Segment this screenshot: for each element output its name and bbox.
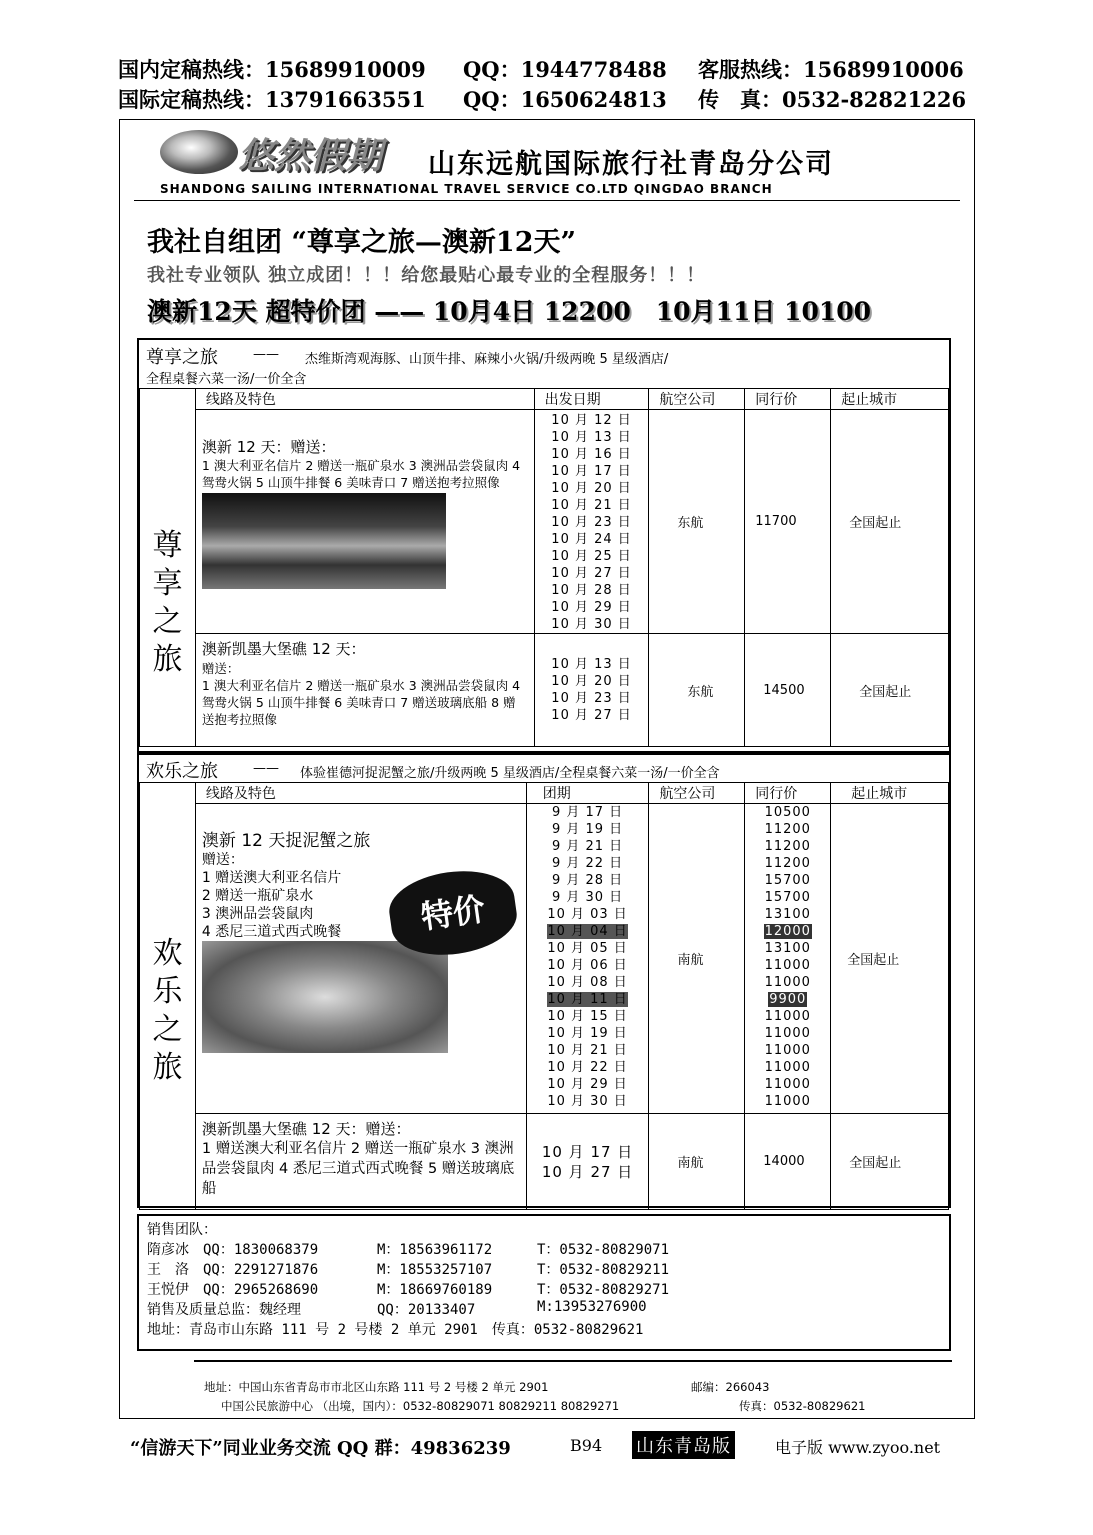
route-gifts: 1 澳大利亚名信片 2 赠送一瓶矿泉水 3 澳洲品尝袋鼠肉 4 鸳鸯火锅 5 山顶牛排餐 6 美味青口 7 赠送抱考拉照像 xyxy=(201,458,521,490)
table-zunxiang xyxy=(139,388,949,747)
swirl-logo-icon xyxy=(160,130,238,174)
price-item: 9900 xyxy=(769,992,807,1007)
gift-item: 4 悉尼三道式西式晚餐 xyxy=(201,924,342,940)
bottom-slogan: “信游天下”同业业务交流 QQ 群：49836239 xyxy=(130,1438,511,1459)
price-item: 11000 xyxy=(764,1060,811,1075)
section1-title: 尊享之旅 xyxy=(146,347,218,368)
price-item: 15700 xyxy=(764,873,811,888)
date-item: 9 月 22 日 xyxy=(551,856,624,871)
col-route: 线路及特色 xyxy=(195,783,526,804)
price-item: 11000 xyxy=(764,1094,811,1109)
fax: 传 真：0532-82821226 xyxy=(698,87,967,112)
date-item: 10 月 06 日 xyxy=(547,958,628,973)
sales-director: 销售及质量总监：魏经理 QQ：20133407 M:13953276900 xyxy=(147,1299,647,1318)
route-kaimo-12 xyxy=(195,634,534,747)
col-price: 同行价 xyxy=(745,783,831,804)
footer-fax: 传真：0532-80829621 xyxy=(739,1399,866,1413)
date-item: 10 月 17 日 xyxy=(541,1142,634,1161)
gift-label: 赠送： xyxy=(201,661,240,676)
service-hotline: 客服热线：15689910006 xyxy=(698,57,964,82)
price: 14000 xyxy=(745,1114,831,1210)
date-item: 10 月 13 日 xyxy=(551,657,632,672)
promo-line: 澳新12天 超特价团 —— 10月4日 12200 10月11日 10100 xyxy=(147,297,872,326)
edition-badge: 山东青岛版 xyxy=(632,1431,735,1459)
price-item: 12000 xyxy=(764,924,811,939)
heart-reef-photo xyxy=(202,941,448,1053)
date-item: 10 月 23 日 xyxy=(551,691,632,706)
col-route: 线路及特色 xyxy=(195,389,534,410)
date-item: 10 月 27 日 xyxy=(551,566,632,581)
gift-item: 3 澳洲品尝袋鼠肉 xyxy=(201,906,314,922)
section1-dash: —— xyxy=(253,347,279,362)
footer-divider xyxy=(194,1360,952,1362)
section2-title: 欢乐之旅 xyxy=(146,761,218,782)
prices-list xyxy=(745,804,831,1114)
price-item: 13100 xyxy=(764,941,811,956)
special-price-badge: 特价 xyxy=(385,864,521,963)
footer-postcode: 邮编：266043 xyxy=(691,1380,770,1394)
table-huanle xyxy=(139,782,949,1210)
domestic-qq: QQ：1944778488 xyxy=(463,57,667,82)
route-title: 澳新 12 天：赠送： xyxy=(201,438,336,456)
side-label-huanle: 欢乐之旅 xyxy=(140,783,196,1210)
gift-item: 2 赠送一瓶矿泉水 xyxy=(201,888,314,904)
company-name-cn: 山东远航国际旅行社青岛分公司 xyxy=(428,149,834,180)
intl-hotline: 国际定稿热线：13791663551 xyxy=(118,87,426,112)
dates-list xyxy=(526,804,649,1114)
date-item: 10 月 08 日 xyxy=(547,975,628,990)
date-item: 10 月 19 日 xyxy=(547,1026,628,1041)
footer-center: 中国公民旅游中心 （出境，国内）：0532-80829071 80829211 80829271 xyxy=(221,1399,620,1413)
city: 全国起止 xyxy=(831,634,949,747)
date-item: 9 月 19 日 xyxy=(551,822,624,837)
date-item: 10 月 30 日 xyxy=(551,617,632,632)
website-link[interactable]: 电子版 www.zyoo.net xyxy=(775,1438,941,1457)
dates-list xyxy=(534,410,649,634)
route-gifts: 1 澳大利亚名信片 2 赠送一瓶矿泉水 3 澳洲品尝袋鼠肉 4 鸳鸯火锅 5 山顶牛排餐 6 美味青口 7 赠送玻璃底船 8 赠送抱考拉照像 xyxy=(201,678,521,727)
date-item: 10 月 29 日 xyxy=(547,1077,628,1092)
col-price: 同行价 xyxy=(745,389,831,410)
domestic-hotline: 国内定稿热线：15689910009 xyxy=(118,57,426,82)
date-item: 10 月 27 日 xyxy=(541,1162,634,1181)
gift-item: 1 赠送澳大利亚名信片 xyxy=(201,870,342,886)
sydney-photo xyxy=(202,493,446,589)
price-item: 11000 xyxy=(764,958,811,973)
route-title: 澳新凯墨大堡礁 12 天：赠送： xyxy=(201,1120,411,1138)
city: 全国起止 xyxy=(831,1114,949,1210)
date-item: 10 月 04 日 xyxy=(547,924,628,939)
date-item: 10 月 24 日 xyxy=(551,532,632,547)
route-gifts: 1 赠送澳大利亚名信片 2 赠送一瓶矿泉水 3 澳洲品尝袋鼠肉 4 悉尼三道式西式晚餐 5 赠送玻璃底船 xyxy=(201,1141,515,1197)
date-item: 10 月 17 日 xyxy=(551,464,632,479)
date-item: 10 月 25 日 xyxy=(551,549,632,564)
route-title: 澳新凯墨大堡礁 12 天： xyxy=(201,640,366,658)
price-item: 11000 xyxy=(764,1009,811,1024)
date-item: 10 月 21 日 xyxy=(551,498,632,513)
section1-desc1: 杰维斯湾观海豚、山顶牛排、麻辣小火锅/升级两晚 5 星级酒店/ xyxy=(305,352,669,367)
date-item: 10 月 13 日 xyxy=(551,430,632,445)
col-date: 出发日期 xyxy=(534,389,649,410)
price: 14500 xyxy=(745,634,831,747)
company-name-en: SHANDONG SAILING INTERNATIONAL TRAVEL SERVICE CO.LTD QINGDAO BRANCH xyxy=(160,182,773,196)
sales-title: 销售团队： xyxy=(147,1222,217,1238)
date-item: 10 月 29 日 xyxy=(551,600,632,615)
date-item: 10 月 28 日 xyxy=(551,583,632,598)
route-nixie-12 xyxy=(195,804,526,1114)
price-item: 11200 xyxy=(764,839,811,854)
date-item: 10 月 11 日 xyxy=(547,992,628,1007)
date-item: 9 月 21 日 xyxy=(551,839,624,854)
date-item: 10 月 21 日 xyxy=(547,1043,628,1058)
section2-desc: 体验崔德河捉泥蟹之旅/升级两晚 5 星级酒店/全程桌餐六菜一汤/一价全含 xyxy=(300,766,720,781)
headline-title: 我社自组团 “尊享之旅—澳新12天” xyxy=(147,227,577,258)
date-item: 10 月 30 日 xyxy=(547,1094,628,1109)
sales-address: 地址：青岛市山东路 111 号 2 号楼 2 单元 2901 传真：0532-80829621 xyxy=(147,1322,644,1338)
ad-frame: 悠然假期 山东远航国际旅行社青岛分公司 SHANDONG SAILING INTERNATIONAL TRAVEL SERVICE CO.LTD QINGDAO BRANCH 我社自组团 “尊享之旅—澳新12天” 我社专业领队 独立成团！！！给您最贴心最专业的全程服务！！！ 澳新12天 超特价团 —— 10月4日 12200 10月11日 10100 尊享之旅 —— 杰维斯湾观海豚、山顶牛排、麻辣小火锅/升级两晚 5 星级酒店/ 全程桌餐六菜一汤/一价全含 尊享之旅 线路及特色 出发日期 航空公司 同行价 起止城市 澳新 12 天：赠送： 1 澳大利亚名信片 2 赠送一瓶矿泉水 3 澳洲品尝袋鼠肉 4 鸳鸯火锅 5 山顶牛排餐 6 美味青口 7 赠送抱考拉照像 10 月 12 日 10 月 13 日 10 月 16 日 10 月 17 日 10 月 20 日 10 月 21 日 10 月 23 日 10 月 24 日 10 月 25 日 10 月 27 日 10 月 28 日 10 月 29 日 10 月 30 日 东航 11700 全国起止 澳新凯墨大堡礁 12 天： 赠送： 1 澳大利亚名信片 2 赠送一瓶矿泉水 3 澳洲品尝袋鼠肉 4 鸳鸯火锅 5 山顶牛排餐 6 美味青口 7 赠送玻璃底船 8 赠送抱考拉照像 10 月 13 日 10 月 20 日 10 月 23 日 10 月 27 日 东航 14500 全国起止 欢乐之旅 —— 体验崔德河捉泥蟹之旅/升级两晚 5 星级酒店/全程桌餐六菜一汤/一价全含 欢乐之旅 线路及特色 团期 航空公司 同行价 起止城市 澳新 12 天捉泥蟹之旅 赠送： 1 赠送澳大利亚名信片 2 赠送一瓶矿泉水 3 澳洲品尝袋鼠肉 4 悉尼三道式西式晚餐 特价 9 月 17 日 9 月 19 日 9 月 21 日 9 月 22 日 9 月 28 日 9 月 30 日 10 月 03 日 10 月 04 日 10 月 05 日 10 月 06 日 10 月 08 日 10 月 11 日 10 月 15 日 10 月 19 日 10 月 21 日 10 月 22 日 10 月 29 日 10 月 30 日 南航 10500 11200 11200 11200 15700 15700 13100 12000 13100 11000 11000 9900 11000 11000 11000 11000 11000 11000 全国起止 澳新凯墨大堡礁 12 天：赠送： 1 赠送澳大利亚名信片 2 赠送一瓶矿泉水 3 澳洲品尝袋鼠肉 4 悉尼三道式西式晚餐 5 赠送玻璃底船 10 月 17 日 10 月 27 日 南航 14000 全国起止 销售团队： 隋彦冰 QQ：1830068379 M：18563961172 T：0532-80829071 王 洛 QQ：2291271876 M：18553257107 T：0532-80829211 王悦伊 QQ：2965268690 M：18669760189 T：0532-80829271 销售及质量总监：魏经理 QQ：20133407 M:13953276900 地址：青岛市山东路 111 号 2 号楼 2 单元 2901 传真：0532-80829621 地址：中国山东省青岛市市北区山东路 111 号 2 号楼 2 单元 2901 邮编：266043 中国公民旅游中心 （出境，国内）：0532-80829071 80829211 80829271 传真：0532-80829621 xyxy=(119,119,975,1419)
col-city: 起止城市 xyxy=(831,389,949,410)
date-item: 9 月 28 日 xyxy=(551,873,624,888)
footer-address: 地址：中国山东省青岛市市北区山东路 111 号 2 号楼 2 单元 2901 xyxy=(204,1380,549,1394)
headline-subtitle: 我社专业领队 独立成团！！！给您最贴心最专业的全程服务！！！ xyxy=(147,265,706,286)
city: 全国起止 xyxy=(831,804,949,1114)
price-item: 11000 xyxy=(764,1077,811,1092)
price-item: 15700 xyxy=(764,890,811,905)
section2-dash: —— xyxy=(253,761,279,776)
price-item: 11200 xyxy=(764,856,811,871)
date-item: 10 月 23 日 xyxy=(551,515,632,530)
dates-list xyxy=(534,634,649,747)
date-item: 9 月 30 日 xyxy=(551,890,624,905)
price-item: 11000 xyxy=(764,975,811,990)
date-item: 10 月 16 日 xyxy=(551,447,632,462)
price-item: 11000 xyxy=(764,1043,811,1058)
route-aoxin-12 xyxy=(195,410,534,634)
price: 11700 xyxy=(745,410,831,634)
col-airline: 航空公司 xyxy=(649,783,745,804)
logo-text: 悠然假期 xyxy=(238,135,383,177)
route-title: 澳新 12 天捉泥蟹之旅 xyxy=(201,831,371,851)
date-item: 10 月 15 日 xyxy=(547,1009,628,1024)
price-item: 13100 xyxy=(764,907,811,922)
section1-desc2: 全程桌餐六菜一汤/一价全含 xyxy=(146,372,307,387)
date-item: 10 月 22 日 xyxy=(547,1060,628,1075)
price-item: 10500 xyxy=(764,805,811,820)
side-label-zunxiang: 尊享之旅 xyxy=(140,389,196,747)
date-item: 10 月 20 日 xyxy=(551,481,632,496)
col-date: 团期 xyxy=(526,783,649,804)
date-item: 9 月 17 日 xyxy=(551,805,624,820)
price-item: 11200 xyxy=(764,822,811,837)
date-item: 10 月 27 日 xyxy=(551,708,632,723)
bottom-code: B94 xyxy=(570,1436,603,1455)
col-airline: 航空公司 xyxy=(649,389,745,410)
header-divider xyxy=(134,200,960,201)
airline: 南航 xyxy=(649,804,745,1114)
date-item: 10 月 12 日 xyxy=(551,413,632,428)
route-kaimo-12b xyxy=(195,1114,526,1210)
date-item: 10 月 20 日 xyxy=(551,674,632,689)
dates-list xyxy=(526,1114,649,1210)
price-item: 11000 xyxy=(764,1026,811,1041)
date-item: 10 月 03 日 xyxy=(547,907,628,922)
airline: 南航 xyxy=(649,1114,745,1210)
airline: 东航 xyxy=(649,634,745,747)
intl-qq: QQ：1650624813 xyxy=(463,87,667,112)
city: 全国起止 xyxy=(831,410,949,634)
airline: 东航 xyxy=(649,410,745,634)
gift-label: 赠送： xyxy=(201,852,244,868)
date-item: 10 月 05 日 xyxy=(547,941,628,956)
col-city: 起止城市 xyxy=(831,783,949,804)
